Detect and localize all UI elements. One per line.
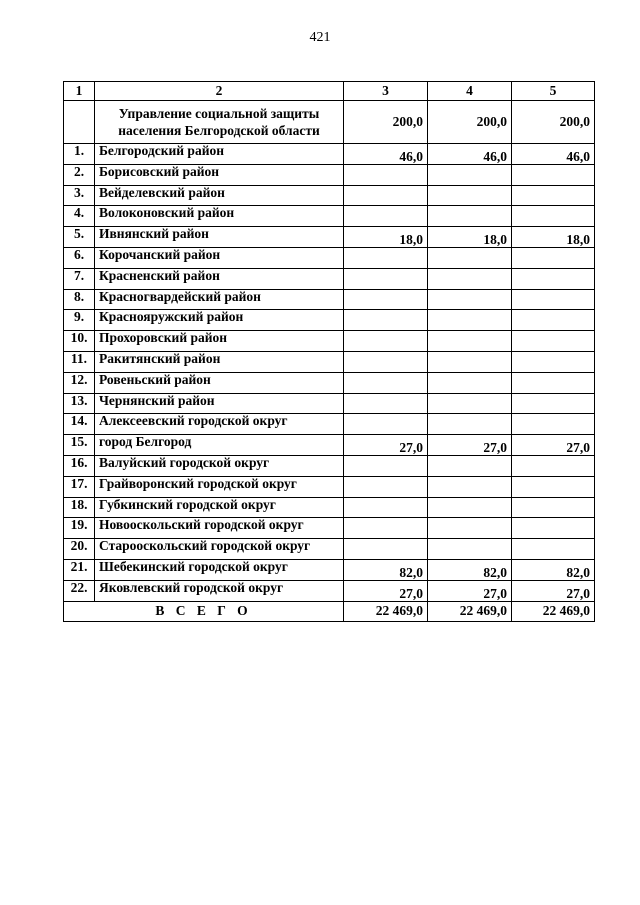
row-name: Прохоровский район [95, 331, 344, 352]
row-value-5 [512, 393, 595, 414]
row-number: 20. [64, 539, 95, 560]
row-value-4 [428, 185, 512, 206]
table-row [64, 393, 595, 414]
row-value-5: 18,0 [512, 227, 595, 248]
header-cell-2: 2 [95, 82, 344, 101]
header-cell-3: 3 [344, 82, 428, 101]
total-value-4: 22 469,0 [428, 601, 512, 621]
row-value-4 [428, 372, 512, 393]
row-name: Яковлевский городской округ [95, 580, 344, 601]
row-value-3: 46,0 [344, 144, 428, 165]
row-value-3 [344, 310, 428, 331]
row-value-3 [344, 268, 428, 289]
row-name: Красногвардейский район [95, 289, 344, 310]
budget-table [63, 81, 595, 622]
row-value-4 [428, 539, 512, 560]
row-value-4: 27,0 [428, 580, 512, 601]
row-number: 14. [64, 414, 95, 435]
row-value-4 [428, 351, 512, 372]
table-row [64, 164, 595, 185]
row-value-4 [428, 331, 512, 352]
row-name: Ивнянский район [95, 227, 344, 248]
row-value-5 [512, 476, 595, 497]
table-row [64, 351, 595, 372]
row-value-3 [344, 247, 428, 268]
row-value-5: 46,0 [512, 144, 595, 165]
row-value-5 [512, 206, 595, 227]
row-value-4 [428, 247, 512, 268]
row-value-4 [428, 310, 512, 331]
row-name: Ровеньский район [95, 372, 344, 393]
row-value-5 [512, 539, 595, 560]
row-name: Шебекинский городской округ [95, 559, 344, 580]
row-number: 18. [64, 497, 95, 518]
table-row [64, 227, 595, 248]
row-number: 13. [64, 393, 95, 414]
row-name: Белгородский район [95, 144, 344, 165]
row-value-3 [344, 539, 428, 560]
row-value-4: 18,0 [428, 227, 512, 248]
row-value-5: 27,0 [512, 580, 595, 601]
table-row [64, 580, 595, 601]
row-number: 19. [64, 518, 95, 539]
row-value-3: 27,0 [344, 435, 428, 456]
department-num-cell [64, 101, 95, 144]
row-name: Чернянский район [95, 393, 344, 414]
row-number: 7. [64, 268, 95, 289]
row-value-3 [344, 164, 428, 185]
table-row [64, 310, 595, 331]
table-row [64, 247, 595, 268]
table-row [64, 414, 595, 435]
row-number: 10. [64, 331, 95, 352]
table-row [64, 455, 595, 476]
table-row [64, 144, 595, 165]
row-value-5: 82,0 [512, 559, 595, 580]
total-label: В С Е Г О [64, 601, 344, 621]
row-number: 21. [64, 559, 95, 580]
department-name: Управление социальной защиты населения Белгородской области [95, 101, 344, 144]
row-value-4: 46,0 [428, 144, 512, 165]
row-number: 8. [64, 289, 95, 310]
row-value-5 [512, 289, 595, 310]
table-row [64, 539, 595, 560]
row-name: Грайворонский городской округ [95, 476, 344, 497]
row-name: Губкинский городской округ [95, 497, 344, 518]
row-value-4: 82,0 [428, 559, 512, 580]
row-value-4: 27,0 [428, 435, 512, 456]
row-number: 11. [64, 351, 95, 372]
row-value-5 [512, 414, 595, 435]
row-value-3 [344, 393, 428, 414]
row-number: 22. [64, 580, 95, 601]
row-value-3 [344, 206, 428, 227]
table-row [64, 435, 595, 456]
row-name: Корочанский район [95, 247, 344, 268]
row-value-4 [428, 455, 512, 476]
row-value-4 [428, 497, 512, 518]
row-value-4 [428, 268, 512, 289]
row-number: 15. [64, 435, 95, 456]
row-value-3 [344, 185, 428, 206]
row-value-4 [428, 289, 512, 310]
department-row [64, 101, 595, 144]
header-cell-4: 4 [428, 82, 512, 101]
row-value-5 [512, 331, 595, 352]
table-row [64, 476, 595, 497]
row-value-3 [344, 289, 428, 310]
row-number: 9. [64, 310, 95, 331]
total-value-3: 22 469,0 [344, 601, 428, 621]
row-number: 2. [64, 164, 95, 185]
row-number: 17. [64, 476, 95, 497]
table-row [64, 331, 595, 352]
row-value-5 [512, 497, 595, 518]
row-value-5 [512, 310, 595, 331]
row-value-4 [428, 518, 512, 539]
row-value-3 [344, 351, 428, 372]
row-value-3 [344, 518, 428, 539]
row-value-3: 82,0 [344, 559, 428, 580]
table-row [64, 372, 595, 393]
row-name: Волоконовский район [95, 206, 344, 227]
row-name: Ракитянский район [95, 351, 344, 372]
row-value-5 [512, 185, 595, 206]
page-number: 421 [309, 30, 331, 45]
department-value-5: 200,0 [512, 101, 595, 144]
row-name: Борисовский район [95, 164, 344, 185]
row-number: 4. [64, 206, 95, 227]
table-row [64, 206, 595, 227]
row-value-5: 27,0 [512, 435, 595, 456]
row-name: Краснояружский район [95, 310, 344, 331]
row-value-5 [512, 247, 595, 268]
table-row [64, 185, 595, 206]
row-value-4 [428, 414, 512, 435]
table-row [64, 497, 595, 518]
row-value-4 [428, 476, 512, 497]
row-number: 3. [64, 185, 95, 206]
row-value-3 [344, 414, 428, 435]
table-row [64, 518, 595, 539]
row-value-3 [344, 476, 428, 497]
row-value-4 [428, 164, 512, 185]
header-cell-1: 1 [64, 82, 95, 101]
row-number: 12. [64, 372, 95, 393]
row-number: 16. [64, 455, 95, 476]
header-cell-5: 5 [512, 82, 595, 101]
row-value-5 [512, 372, 595, 393]
row-value-5 [512, 455, 595, 476]
row-value-4 [428, 206, 512, 227]
department-value-3: 200,0 [344, 101, 428, 144]
row-number: 6. [64, 247, 95, 268]
table-row [64, 559, 595, 580]
row-name: Старооскольский городской округ [95, 539, 344, 560]
table-row [64, 289, 595, 310]
row-value-5 [512, 268, 595, 289]
department-value-4: 200,0 [428, 101, 512, 144]
row-number: 5. [64, 227, 95, 248]
row-value-3: 27,0 [344, 580, 428, 601]
row-value-3: 18,0 [344, 227, 428, 248]
row-name: город Белгород [95, 435, 344, 456]
row-name: Валуйский городской округ [95, 455, 344, 476]
table-row [64, 268, 595, 289]
table-header-row [64, 82, 595, 101]
row-value-3 [344, 455, 428, 476]
row-value-4 [428, 393, 512, 414]
row-value-5 [512, 518, 595, 539]
row-name: Красненский район [95, 268, 344, 289]
row-value-5 [512, 164, 595, 185]
row-value-3 [344, 372, 428, 393]
row-name: Вейделевский район [95, 185, 344, 206]
row-name: Алексеевский городской округ [95, 414, 344, 435]
row-value-5 [512, 351, 595, 372]
row-value-3 [344, 331, 428, 352]
row-number: 1. [64, 144, 95, 165]
total-value-5: 22 469,0 [512, 601, 595, 621]
row-value-3 [344, 497, 428, 518]
total-row [64, 601, 595, 621]
row-name: Новооскольский городской округ [95, 518, 344, 539]
